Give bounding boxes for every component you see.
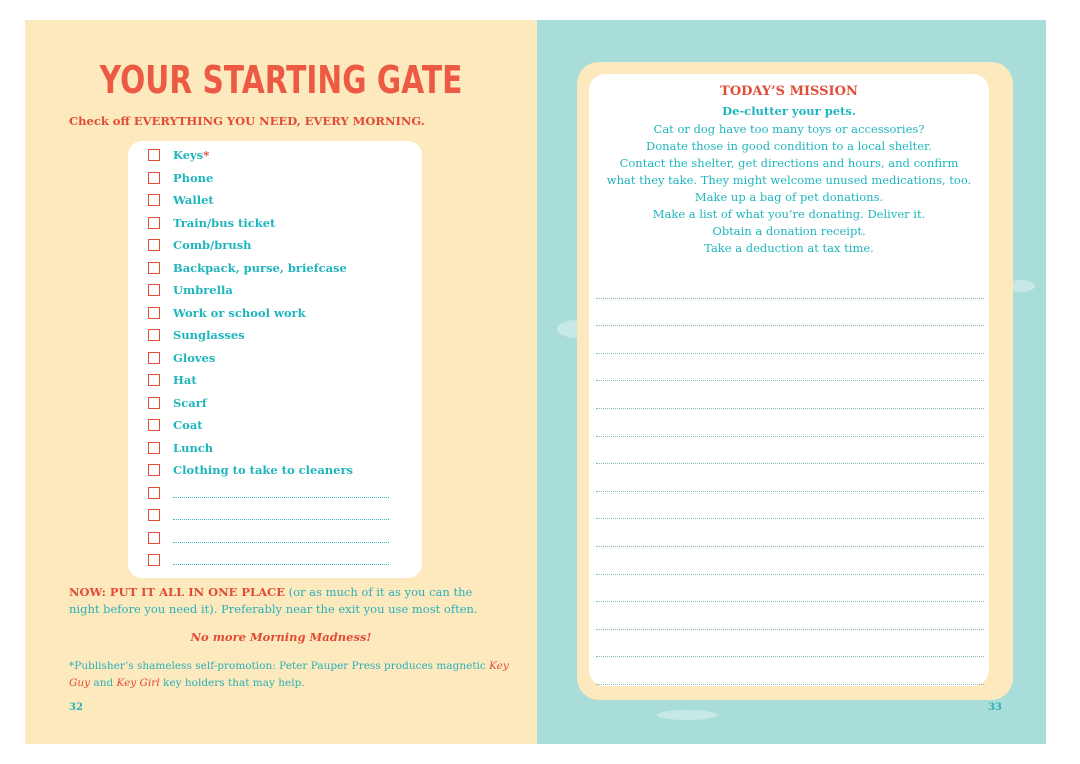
writing-line[interactable] <box>596 657 984 685</box>
writing-line[interactable] <box>596 575 984 603</box>
mission-line: Make up a bag of pet donations. <box>694 190 884 204</box>
page-number-left: 32 <box>69 702 83 713</box>
checklist-blank-item[interactable] <box>128 549 422 572</box>
mission-text <box>589 121 989 257</box>
writing-line[interactable] <box>596 354 984 382</box>
checkbox[interactable] <box>148 532 160 544</box>
blank-write-line[interactable] <box>173 488 389 498</box>
checkbox[interactable] <box>148 284 160 296</box>
checklist-item[interactable] <box>128 324 422 347</box>
writing-line[interactable] <box>596 409 984 437</box>
writing-line[interactable] <box>596 630 984 658</box>
checkbox[interactable] <box>148 397 160 409</box>
checkbox[interactable] <box>148 464 160 476</box>
paper-texture <box>657 710 717 720</box>
footnote-and: and <box>90 677 117 689</box>
page-number-right: 33 <box>988 702 1002 713</box>
instruction-text: (or as much of it as you can the night before you need it). Preferably near the exit you use most often. <box>69 585 478 616</box>
checkbox[interactable] <box>148 374 160 386</box>
checkbox[interactable] <box>148 307 160 319</box>
mission-line: Obtain a donation receipt. <box>712 224 866 238</box>
checklist-item-label: Train/bus ticket <box>173 215 276 230</box>
checklist-item[interactable] <box>128 189 422 212</box>
checklist-card <box>128 141 422 578</box>
footnote-text-b: key holders that may help. <box>159 677 305 689</box>
checklist-blank-item[interactable] <box>128 527 422 550</box>
checklist-item[interactable] <box>128 144 422 167</box>
checkbox[interactable] <box>148 172 160 184</box>
blank-write-line[interactable] <box>173 510 389 520</box>
tagline: No more Morning Madness! <box>190 630 372 644</box>
writing-line[interactable] <box>596 464 984 492</box>
right-page <box>537 20 1046 744</box>
writing-line[interactable] <box>596 519 984 547</box>
checklist-item[interactable] <box>128 437 422 460</box>
checklist-item[interactable] <box>128 392 422 415</box>
checklist-item-label: Coat <box>173 418 203 433</box>
mission-line: what they take. They might welcome unused medications, too. <box>606 173 972 187</box>
checklist-blank-item[interactable] <box>128 482 422 505</box>
mission-card <box>589 74 989 686</box>
checkbox[interactable] <box>148 217 160 229</box>
checklist-item-label: Lunch <box>173 440 214 455</box>
writing-line[interactable] <box>596 326 984 354</box>
writing-line[interactable] <box>596 381 984 409</box>
checkbox[interactable] <box>148 509 160 521</box>
checkbox[interactable] <box>148 262 160 274</box>
mission-frame <box>577 62 1013 700</box>
mission-line: Donate those in good condition to a local shelter. <box>646 139 932 153</box>
checkbox[interactable] <box>148 149 160 161</box>
writing-line[interactable] <box>596 602 984 630</box>
checklist-item-label: Phone <box>173 170 214 185</box>
checkbox[interactable] <box>148 554 160 566</box>
instruction-emphasis: NOW: PUT IT ALL IN ONE PLACE <box>69 585 285 599</box>
writing-area <box>596 271 984 685</box>
mission-line: Take a deduction at tax time. <box>704 241 874 255</box>
checklist-item[interactable] <box>128 369 422 392</box>
footnote-text-a: *Publisher’s shameless self-promotion: Peter Pauper Press produces magnetic <box>69 660 490 672</box>
footnote-key-girl: Key Girl <box>116 677 160 689</box>
blank-write-line[interactable] <box>173 533 389 543</box>
footnote <box>69 658 509 692</box>
checklist-item[interactable] <box>128 257 422 280</box>
mission-title: TODAY’S MISSION <box>720 84 858 99</box>
mission-line: Make a list of what you’re donating. Deliver it. <box>652 207 926 221</box>
page-subtitle: Check off EVERYTHING YOU NEED, EVERY MORNING. <box>69 114 425 128</box>
writing-line[interactable] <box>596 271 984 299</box>
checklist-item[interactable] <box>128 459 422 482</box>
checklist-item-label: Scarf <box>173 395 207 410</box>
checklist-item-label: Comb/brush <box>173 238 252 253</box>
checklist-item[interactable] <box>128 279 422 302</box>
footnote-marker: * <box>203 148 210 163</box>
checkbox[interactable] <box>148 487 160 499</box>
writing-line[interactable] <box>596 299 984 327</box>
blank-write-line[interactable] <box>173 555 389 565</box>
checkbox[interactable] <box>148 352 160 364</box>
checklist-item-label: Sunglasses <box>173 328 245 343</box>
writing-line[interactable] <box>596 437 984 465</box>
checklist-item-label: Wallet <box>173 193 214 208</box>
checklist-item[interactable] <box>128 302 422 325</box>
checklist-item[interactable] <box>128 234 422 257</box>
page-title: YOUR STARTING GATE <box>99 58 463 102</box>
mission-subtitle: De-clutter your pets. <box>722 104 856 118</box>
checklist-item[interactable] <box>128 167 422 190</box>
writing-line[interactable] <box>596 492 984 520</box>
checklist-blank-item[interactable] <box>128 504 422 527</box>
instruction-paragraph <box>69 584 499 618</box>
checklist-item-label: Backpack, purse, briefcase <box>173 260 347 275</box>
checklist-item-label: Clothing to take to cleaners <box>173 463 354 478</box>
checklist-item[interactable] <box>128 212 422 235</box>
checkbox[interactable] <box>148 239 160 251</box>
writing-line[interactable] <box>596 547 984 575</box>
checklist-item-label: Umbrella <box>173 283 233 298</box>
checklist-item[interactable] <box>128 414 422 437</box>
checklist-item-label: Keys <box>173 148 204 163</box>
mission-line: Contact the shelter, get directions and hours, and confirm <box>619 156 959 170</box>
checklist-item-label: Hat <box>173 373 197 388</box>
checkbox[interactable] <box>148 329 160 341</box>
checklist-item-label: Gloves <box>173 350 216 365</box>
left-page <box>25 20 537 744</box>
book-spread <box>25 20 1046 744</box>
mission-line: Cat or dog have too many toys or accessories? <box>653 122 925 136</box>
checkbox[interactable] <box>148 419 160 431</box>
checkbox[interactable] <box>148 442 160 454</box>
footnote-key-guy: Key Guy <box>69 660 509 689</box>
checklist-item[interactable] <box>128 347 422 370</box>
checklist-item-label: Work or school work <box>173 305 306 320</box>
checkbox[interactable] <box>148 194 160 206</box>
